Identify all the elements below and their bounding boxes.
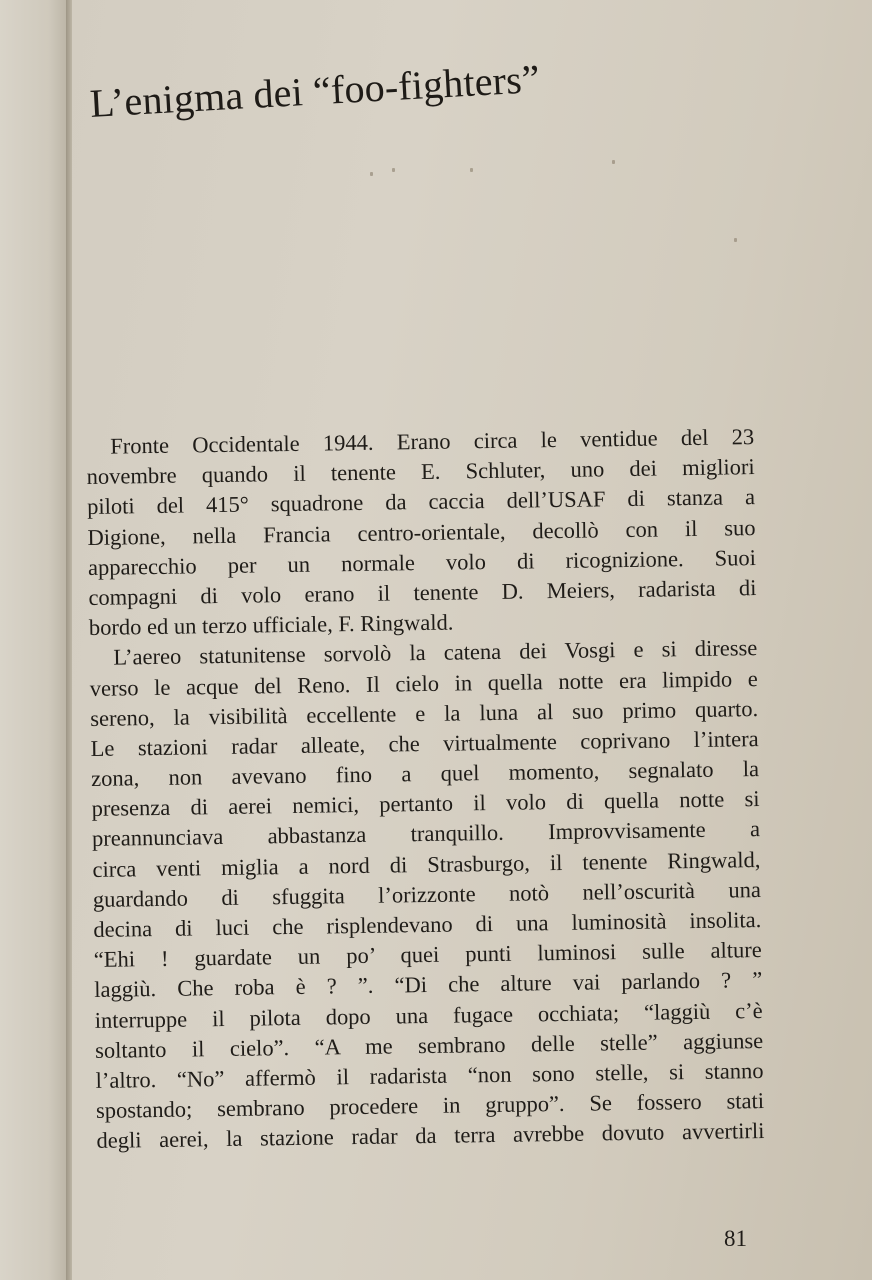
text-line: bordo ed un terzo ufficiale, F. Ringwald. bbox=[88, 609, 454, 641]
text-line: spostando; sembrano procedere in gruppo”. Se fossero stati bbox=[95, 1088, 765, 1124]
paper-speck bbox=[612, 160, 615, 164]
text-line: novembre quando il tenente E. Schluter, uno dei migliori bbox=[86, 454, 755, 490]
text-line: “Ehi ! guardate un po’ quei punti luminosi sulle alture bbox=[93, 937, 762, 973]
page-number: 81 bbox=[724, 1226, 747, 1251]
text-line: presenza di aerei nemici, pertanto il volo di quella notte si bbox=[91, 786, 760, 822]
text-line: verso le acque del Reno. Il cielo in quella notte era limpido e bbox=[89, 665, 758, 701]
text-line: zona, non avevano fino a quel momento, segnalato la bbox=[90, 756, 760, 792]
text-line: apparecchio per un normale volo di ricognizione. Suoi bbox=[87, 544, 757, 580]
chapter-body-text bbox=[86, 422, 765, 1156]
paper-speck bbox=[734, 238, 737, 242]
text-line: Digione, nella Francia centro-orientale, decollò con il suo bbox=[87, 514, 756, 550]
text-line: guardando di sfuggita l’orizzonte notò nell’oscurità una bbox=[92, 876, 762, 912]
text-line: compagni di volo erano il tenente D. Meiers, radarista di bbox=[88, 575, 757, 610]
text-line: laggiù. Che roba è ? ”. “Di che alture vai parlando ? ” bbox=[94, 967, 763, 1003]
text-line: preannunciava abbastanza tranquillo. Improvvisamente a bbox=[91, 816, 761, 852]
facing-page-edge bbox=[0, 0, 70, 1280]
text-line: decina di luci che risplendevano di una luminosità insolita. bbox=[93, 907, 762, 942]
text-line: interruppe il pilota dopo una fugace occhiata; “laggiù c’è bbox=[94, 997, 763, 1033]
text-line: Fronte Occidentale 1944. Erano circa le ventidue del 23 bbox=[110, 424, 755, 459]
text-line: circa venti miglia a nord di Strasburgo, il tenente Ringwald, bbox=[92, 846, 761, 882]
chapter-title: L’enigma dei “foo-fighters” bbox=[88, 55, 541, 126]
text-line: l’altro. “No” affermò il radarista “non sono stelle, si stanno bbox=[95, 1057, 764, 1093]
text-line: soltanto il cielo”. “A me sembrano delle stelle” aggiunse bbox=[94, 1027, 764, 1063]
paper-speck bbox=[470, 168, 473, 172]
text-line: Le stazioni radar alleate, che virtualmente coprivano l’intera bbox=[90, 725, 759, 761]
paper-speck bbox=[370, 172, 373, 176]
paper-speck bbox=[392, 168, 395, 172]
text-line: degli aerei, la stazione radar da terra avrebbe dovuto avvertirli bbox=[96, 1118, 765, 1154]
text-line: piloti del 415° squadrone da caccia dell’USAF di stanza a bbox=[86, 484, 756, 520]
text-line: sereno, la visibilità eccellente e la luna al suo primo quarto. bbox=[90, 695, 759, 731]
text-line: L’aereo statunitense sorvolò la catena dei Vosgi e si diresse bbox=[113, 635, 758, 670]
